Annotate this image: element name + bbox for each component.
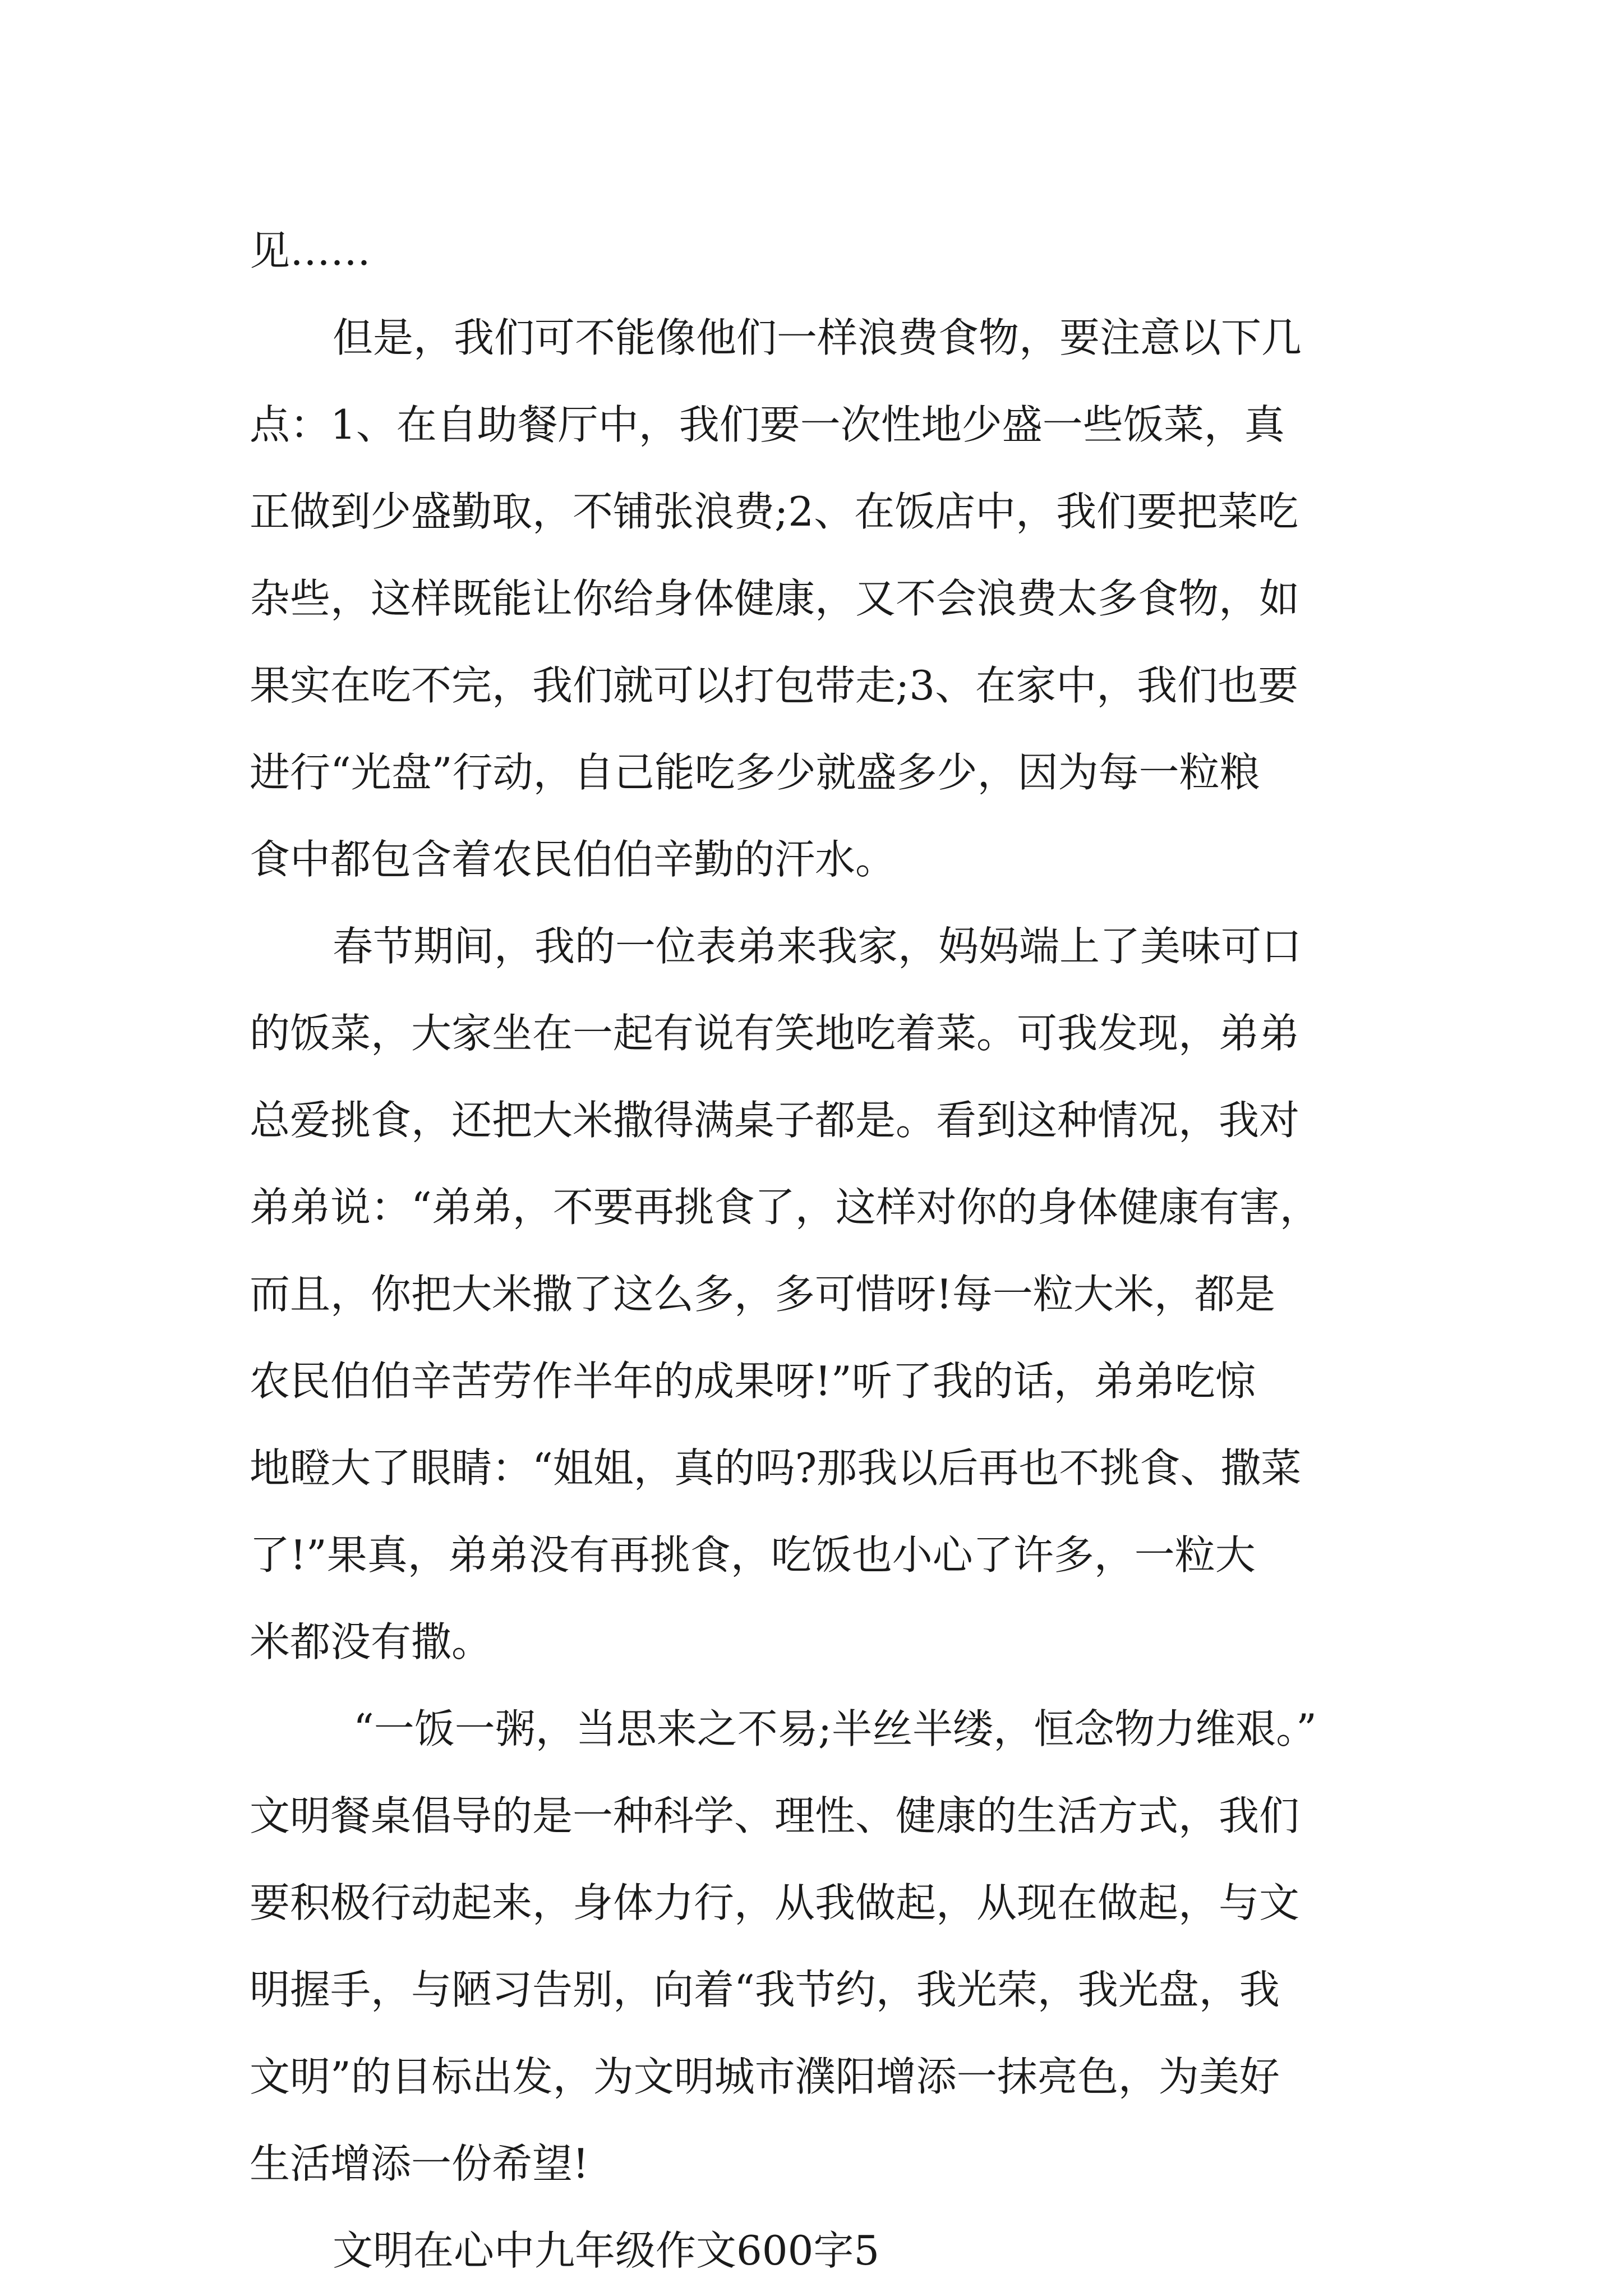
text-line: 了!”果真，弟弟没有再挑食，吃饭也小心了许多，一粒大 bbox=[250, 1531, 1256, 1579]
section-heading: 文明在心中九年级作文600字5 bbox=[333, 2227, 880, 2274]
paragraph-start-line: “一饭一粥，当思来之不易;半丝半缕，恒念物力维艰。” bbox=[353, 1705, 1317, 1752]
text-line: 地瞪大了眼睛：“姐姐，真的吗?那我以后再也不挑食、撒菜 bbox=[250, 1444, 1302, 1492]
text-line: 米都没有撒。 bbox=[250, 1618, 492, 1665]
document-body bbox=[250, 208, 1388, 2294]
text-line: 要积极行动起来，身体力行，从我做起，从现在做起，与文 bbox=[250, 1879, 1300, 1926]
text-line: 明握手，与陋习告别，向着“我节约，我光荣，我光盘，我 bbox=[250, 1966, 1280, 2013]
text-line: 进行“光盘”行动，自己能吃多少就盛多少，因为每一粒粮 bbox=[250, 749, 1260, 796]
text-line: 杂些，这样既能让你给身体健康，又不会浪费太多食物，如 bbox=[250, 575, 1300, 622]
text-line: 的饭菜，大家坐在一起有说有笑地吃着菜。可我发现，弟弟 bbox=[250, 1010, 1300, 1057]
text-line: 总爱挑食，还把大米撒得满桌子都是。看到这种情况，我对 bbox=[250, 1097, 1300, 1144]
paragraph-start-line: 但是，我们可不能像他们一样浪费食物，要注意以下几 bbox=[333, 314, 1302, 361]
text-line: 见…… bbox=[250, 227, 371, 274]
text-line: 文明”的目标出发，为文明城市濮阳增添一抹亮色，为美好 bbox=[250, 2053, 1280, 2100]
text-line: 农民伯伯辛苦劳作半年的成果呀!”听了我的话，弟弟吃惊 bbox=[250, 1358, 1256, 1405]
text-line: 生活增添一份希望! bbox=[250, 2140, 589, 2187]
text-line: 而且，你把大米撒了这么多，多可惜呀!每一粒大米，都是 bbox=[250, 1271, 1275, 1318]
text-line: 果实在吃不完，我们就可以打包带走;3、在家中，我们也要 bbox=[250, 662, 1299, 709]
text-line: 正做到少盛勤取，不铺张浪费;2、在饭店中，我们要把菜吃 bbox=[250, 488, 1299, 535]
text-line: 弟弟说：“弟弟，不要再挑食了，这样对你的身体健康有害， bbox=[250, 1184, 1320, 1231]
text-line: 食中都包含着农民伯伯辛勤的汗水。 bbox=[250, 836, 896, 883]
text-line: 点：1、在自助餐厅中，我们要一次性地少盛一些饭菜，真 bbox=[250, 401, 1285, 448]
text-line: 文明餐桌倡导的是一种科学、理性、健康的生活方式，我们 bbox=[250, 1792, 1300, 1839]
paragraph-start-line: 春节期间，我的一位表弟来我家，妈妈端上了美味可口 bbox=[333, 923, 1302, 970]
